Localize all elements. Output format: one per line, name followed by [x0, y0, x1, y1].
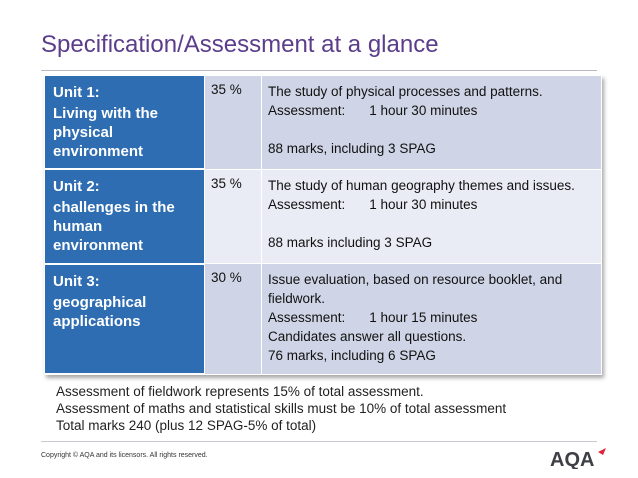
unit-3-name: Unit 3:: [53, 272, 100, 290]
assessment-time: 1 hour 15 minutes: [369, 310, 478, 326]
unit-2-name: Unit 2:: [53, 178, 100, 196]
logo-accent-icon: [598, 448, 606, 455]
unit-3-assessment: [268, 308, 595, 327]
table-row-unit-3: [45, 264, 602, 374]
table-row-unit-2: [45, 169, 602, 263]
unit-2-marks: 88 marks including 3 SPAG: [268, 234, 433, 250]
assessment-table: [44, 75, 602, 375]
unit-1-cell: [45, 76, 205, 170]
footer-divider: [41, 441, 597, 442]
assessment-label: Assessment:: [268, 310, 346, 326]
assessment-notes: [56, 383, 506, 434]
logo-text: AQA: [550, 449, 595, 469]
unit-2-subtitle-line: environment: [53, 237, 144, 255]
unit-3-extra: Candidates answer all questions.: [268, 329, 467, 345]
slide-title: Specification/Assessment at a glance: [41, 31, 439, 58]
unit-3-marks: 76 marks, including 6 SPAG: [268, 348, 436, 364]
table-row-unit-1: [45, 76, 602, 170]
unit-2-subtitle-line: challenges in the: [53, 199, 175, 217]
unit-2-cell: [45, 169, 205, 263]
assessment-label: Assessment:: [268, 103, 346, 118]
unit-2-weight: 35 %: [205, 169, 262, 263]
note-line: Total marks 240 (plus 12 SPAG-5% of total): [56, 418, 317, 433]
unit-1-marks: 88 marks, including 3 SPAG: [268, 141, 436, 156]
assessment-time: 1 hour 30 minutes: [369, 196, 478, 212]
unit-1-weight: 35 %: [205, 76, 262, 170]
unit-2-details: [262, 169, 602, 263]
unit-2-subtitle-line: human: [53, 218, 103, 236]
unit-3-weight: 30 %: [205, 264, 262, 374]
unit-3-description: Issue evaluation, based on resource booklet, and fieldwork.: [268, 272, 563, 307]
unit-1-subtitle-line: Living with the: [53, 105, 158, 122]
unit-1-description: The study of physical processes and patterns.: [268, 84, 543, 99]
unit-1-subtitle-line: environment: [53, 143, 144, 160]
unit-3-cell: [45, 264, 205, 374]
unit-1-details: [262, 76, 602, 170]
copyright-notice: Copyright © AQA and its licensors. All rights reserved.: [41, 452, 208, 459]
assessment-label: Assessment:: [268, 196, 346, 212]
unit-1-assessment: [268, 101, 595, 120]
unit-2-assessment: [268, 195, 595, 214]
unit-1-name: Unit 1:: [53, 84, 100, 101]
unit-2-description: The study of human geography themes and issues.: [268, 177, 575, 193]
aqa-logo: [548, 447, 608, 469]
unit-1-subtitle-line: physical: [53, 124, 114, 141]
note-line: Assessment of fieldwork represents 15% of total assessment.: [56, 384, 424, 399]
assessment-time: 1 hour 30 minutes: [369, 103, 478, 118]
title-divider: [41, 70, 597, 71]
unit-3-subtitle-line: geographical: [53, 293, 147, 311]
note-line: Assessment of maths and statistical skills must be 10% of total assessment: [56, 401, 507, 416]
unit-3-details: [262, 264, 602, 374]
unit-3-subtitle-line: applications: [53, 312, 141, 330]
